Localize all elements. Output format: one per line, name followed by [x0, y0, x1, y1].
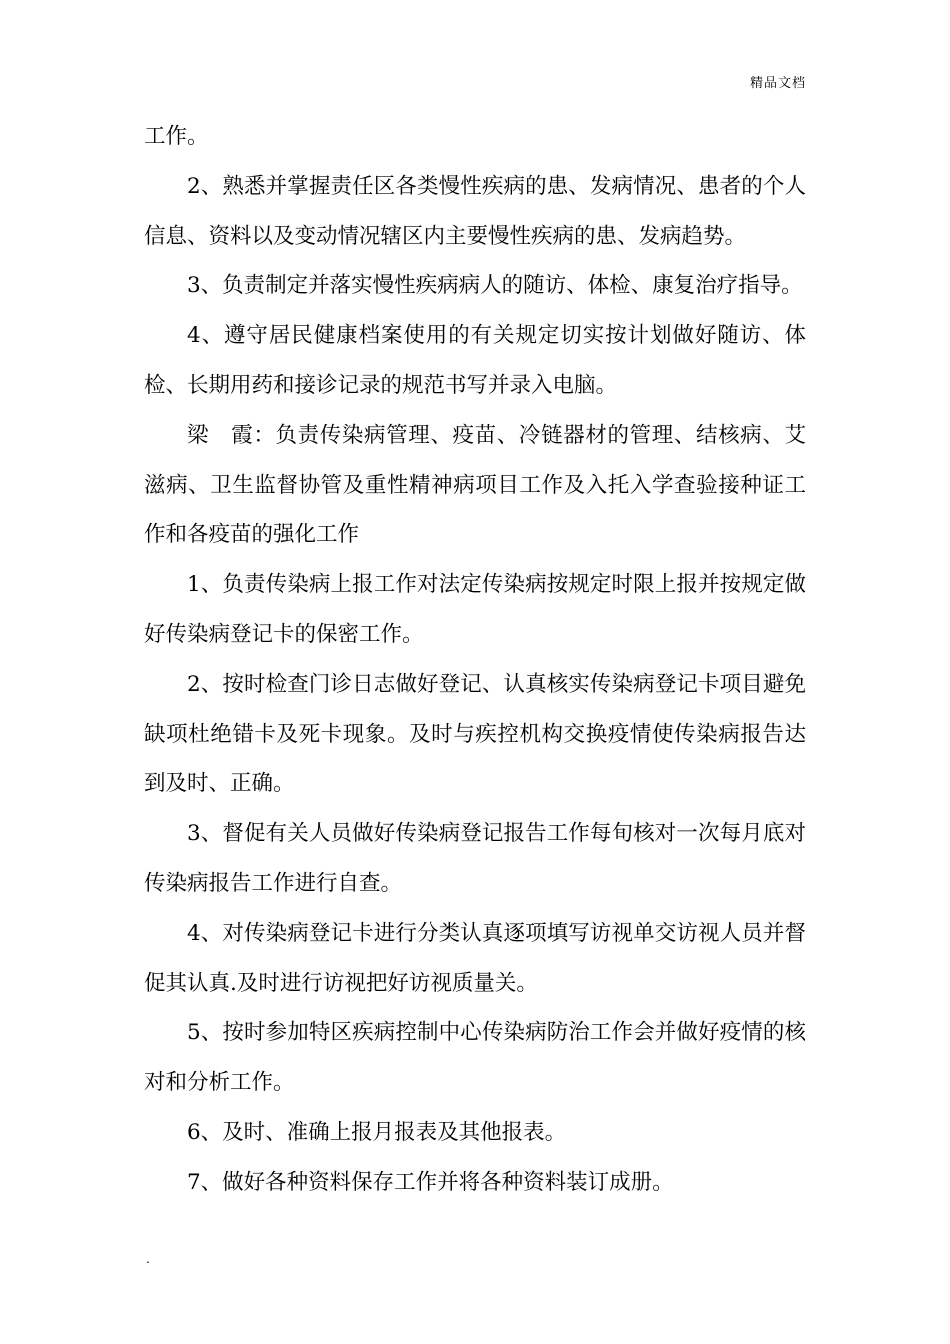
paragraph: 7、做好各种资料保存工作并将各种资料装订成册。	[187, 1169, 674, 1195]
paragraph: 3、督促有关人员做好传染病登记报告工作每旬核对一次每月底对传染病报告工作进行自查。	[144, 821, 806, 896]
paragraph: 1、负责传染病上报工作对法定传染病按规定时限上报并按规定做好传染病登记卡的保密工作。	[144, 572, 806, 647]
paragraph: 2、熟悉并掌握责任区各类慢性疾病的患、发病情况、患者的个人信息、资料以及变动情况辖区内主要慢性疾病的患、发病趋势。	[144, 173, 806, 249]
paragraph: 3、负责制定并落实慢性疾病病人的随访、体检、康复治疗指导。	[187, 273, 803, 299]
paragraph: 6、及时、准确上报月报表及其他报表。	[187, 1119, 567, 1145]
document-body	[144, 112, 806, 1208]
paragraph: 4、遵守居民健康档案使用的有关规定切实按计划做好随访、体检、长期用药和接诊记录的规范书写并录入电脑。	[144, 323, 806, 398]
paragraph: 5、按时参加特区疾病控制中心传染病防治工作会并做好疫情的核对和分析工作。	[144, 1020, 806, 1096]
paragraph-continuation: 工作。	[144, 124, 209, 149]
footer-dot: .	[146, 1252, 150, 1266]
page-header: 精品文档	[749, 76, 806, 91]
paragraph: 4、对传染病登记卡进行分类认真逐项填写访视单交访视人员并督促其认真.及时进行访视把好访视质量关。	[144, 920, 806, 996]
paragraph: 2、按时检查门诊日志做好登记、认真核实传染病登记卡项目避免缺项杜绝错卡及死卡现象。及时与疾控机构交换疫情使传染病报告达到及时、正确。	[144, 671, 806, 797]
paragraph-person-duties: 梁 霞：负责传染病管理、疫苗、冷链器材的管理、结核病、艾滋病、卫生监督协管及重性精神病项目工作及入托入学查验接种证工作和各疫苗的强化工作	[144, 422, 806, 548]
